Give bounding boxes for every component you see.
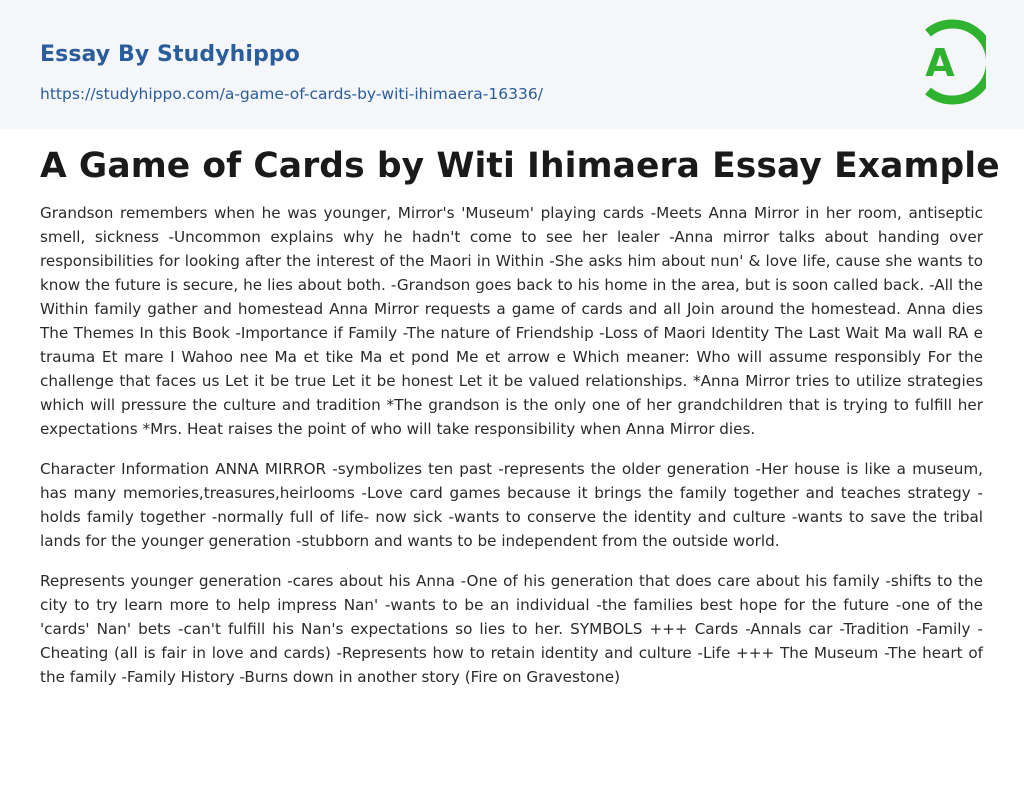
site-header [0, 0, 1024, 129]
essay-paragraph: Grandson remembers when he was younger, Mirror's 'Museum' playing cards -Meets Anna Mirror in her room, antiseptic smell, sickness -Uncommon explains why he hadn't come to see her lealer -Anna mirror talks about handing over responsibilities for looking after the interest of the Maori in Within -She asks him about nun' & love life, cause she wants to know the future is secure, he lies about both. -Grandson goes back to his home in the area, but is soon called back. -All the Within family gather and homestead Anna Mirror requests a game of cards and all Join around the homestead. Anna dies The Themes In this Book -Importance if Family -The nature of Friendship -Loss of Maori Identity The Last Wait Ma wall RA e trauma Et mare I Wahoo nee Ma et tike Ma et pond Me et arrow e Which meaner: Who will assume responsibly For the challenge that faces us Let it be true Let it be honest Let it be valued relationships. *Anna Mirror tries to utilize strategies which will pressure the culture and tradition *The grandson is the only one of her grandchildren that is trying to fulfill her expectations *Mrs. Heat raises the point of who will take responsibility when Anna Mirror dies. [40, 204, 983, 438]
essay-paragraph: Character Information ANNA MIRROR -symbolizes ten past -represents the older generation -Her house is like a museum, has many memories,treasures,heirlooms -Love card games because it brings the family together and teaches strategy -holds family together -normally full of life- now sick -wants to conserve the identity and culture -wants to save the tribal lands for the younger generation -stubborn and wants to be independent from the outside world. [40, 460, 983, 550]
logo-letter: A [925, 41, 955, 85]
essay-title: A Game of Cards by Witi Ihimaera Essay Example [40, 146, 1000, 186]
essay-url-link[interactable]: https://studyhippo.com/a-game-of-cards-by-witi-ihimaera-16336/ [40, 85, 543, 103]
studyhippo-logo-icon[interactable] [912, 19, 986, 105]
site-brand[interactable]: Essay By Studyhippo [40, 42, 300, 67]
essay-paragraph: Represents younger generation -cares about his Anna -One of his generation that does care about his family -shifts to the city to try learn more to help impress Nan' -wants to be an individual -the families best hope for the future -one of the 'cards' Nan' bets -can't fulfill his Nan's expectations so lies to her. SYMBOLS +++ Cards -Annals car -Tradition -Family -Cheating (all is fair in love and cards) -Represents how to retain identity and culture -Life +++ The Museum -The heart of the family -Family History -Burns down in another story (Fire on Gravestone) [40, 572, 983, 686]
essay-body [40, 201, 983, 705]
